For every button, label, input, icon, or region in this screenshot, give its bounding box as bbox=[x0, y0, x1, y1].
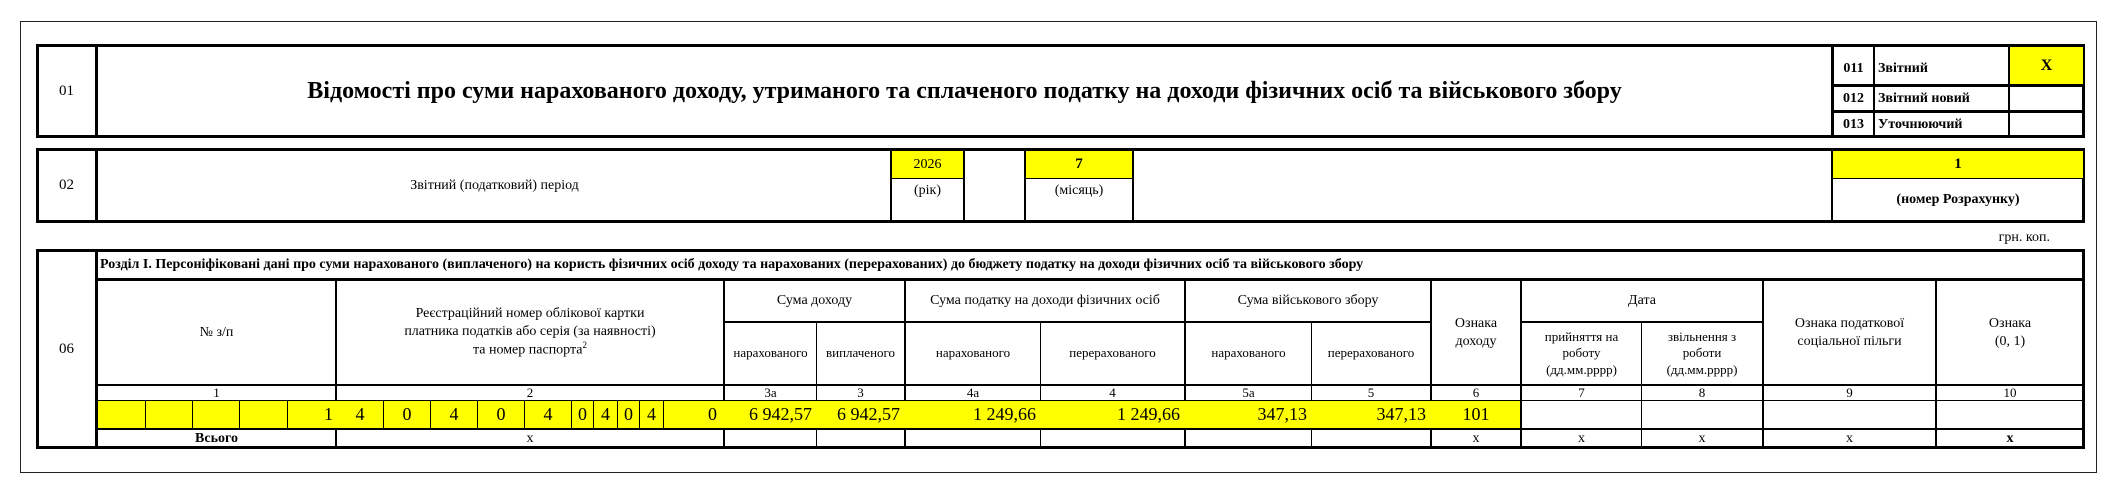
col-num-3a: 3а bbox=[764, 384, 777, 400]
report-type-code-012: 012 bbox=[1843, 90, 1864, 106]
report-type-mark-011[interactable]: X bbox=[2040, 56, 2053, 74]
col-num-5a: 5а bbox=[1242, 384, 1255, 400]
pdfo-transferred-value[interactable]: 1 249,66 bbox=[1117, 404, 1180, 425]
col-num-2: 2 bbox=[526, 384, 534, 400]
military-transferred-value[interactable]: 347,13 bbox=[1376, 404, 1426, 425]
hire-date-value[interactable] bbox=[1522, 401, 1641, 428]
col-num-6: 6 bbox=[1472, 384, 1480, 400]
total-hire-x: x bbox=[1578, 430, 1585, 446]
col-num-3: 3 bbox=[857, 384, 864, 400]
col-header-flag bbox=[1937, 281, 2083, 384]
period-year[interactable]: 2026 bbox=[913, 156, 942, 172]
col-header-income-paid: виплаченого bbox=[825, 345, 896, 361]
col-num-7: 7 bbox=[1578, 384, 1585, 400]
col-num-9: 9 bbox=[1846, 384, 1853, 400]
reg-digit: 4 bbox=[337, 401, 384, 428]
reg-digit: 4 bbox=[525, 401, 572, 428]
report-type-label-011: Звітний bbox=[1878, 61, 1928, 77]
total-reg-x: x bbox=[526, 430, 534, 446]
col-header-military: Сума військового збору bbox=[1237, 293, 1379, 309]
reg-digit: 4 bbox=[594, 401, 618, 428]
reg-digit: 0 bbox=[478, 401, 525, 428]
col-header-reg bbox=[337, 281, 723, 384]
reg-digit: 0 bbox=[708, 404, 717, 424]
income-accrued-value[interactable]: 6 942,57 bbox=[749, 404, 812, 425]
reg-header-line2: платника податків або серія (за наявності) bbox=[404, 323, 656, 339]
col-num-10: 10 bbox=[2003, 384, 2017, 400]
report-type-label-013: Уточнюючий bbox=[1878, 116, 1963, 132]
col-header-pdfo-accrued: нарахованого bbox=[935, 345, 1011, 361]
form-title: Відомості про суми нарахованого доходу, утриманого та сплаченого податку на доходи фізичних осіб та військового збору bbox=[307, 78, 1622, 104]
report-type-label-012: Звітний новий bbox=[1878, 90, 1970, 106]
report-type-code-013: 013 bbox=[1843, 116, 1864, 132]
col-header-fire: звільнення з роботи (дд.мм.рррр) bbox=[1666, 329, 1738, 377]
report-type-mark-012[interactable] bbox=[2010, 87, 2083, 110]
col-header-income: Сума доходу bbox=[776, 293, 853, 309]
col-num-4: 4 bbox=[1109, 384, 1116, 400]
total-benefit-x: x bbox=[1846, 430, 1853, 446]
col-header-date: Дата bbox=[1628, 293, 1656, 309]
reg-digit: 0 bbox=[384, 401, 431, 428]
flag-header: Ознака bbox=[1988, 316, 2032, 331]
reg-number[interactable] bbox=[337, 401, 723, 428]
reg-header-line3: та номер паспорта bbox=[472, 343, 583, 359]
row-code-02: 02 bbox=[59, 177, 74, 194]
col-header-income-accrued: нарахованого bbox=[733, 345, 808, 361]
col-num-4a: 4а bbox=[966, 384, 980, 400]
section-title: Розділ І. Персоніфіковані дані про суми нарахованого (виплаченого) на користь фізичних осіб доходу та нарахованих (перерахованих) до бюджету податку на доходи фізичних осіб та військового збору bbox=[100, 256, 1364, 272]
col-num-8: 8 bbox=[1698, 384, 1706, 400]
income-sign-value[interactable]: 101 bbox=[1462, 404, 1490, 425]
period-label: Звітний (податковий) період bbox=[410, 177, 579, 193]
reg-header-line3-wrap bbox=[473, 340, 587, 359]
flag-values: (0, 1) bbox=[1994, 333, 2026, 349]
pdfo-accrued-value[interactable]: 1 249,66 bbox=[973, 404, 1036, 425]
reg-header-sup: 2 bbox=[582, 340, 588, 351]
reg-digit: 0 bbox=[618, 401, 640, 428]
report-type-code-011: 011 bbox=[1843, 61, 1864, 77]
row-code-01: 01 bbox=[59, 82, 74, 99]
col-num-5: 5 bbox=[1367, 384, 1375, 400]
period-month[interactable]: 7 bbox=[1075, 156, 1083, 173]
reg-header-line1: Реєстраційний номер облікової картки bbox=[415, 306, 645, 322]
military-accrued-value[interactable]: 347,13 bbox=[1257, 404, 1307, 425]
col-header-military-accrued: нарахованого bbox=[1211, 345, 1286, 361]
total-fire-x: x bbox=[1698, 430, 1706, 446]
col-header-income-sign: Ознака доходу bbox=[1454, 316, 1498, 349]
flag-value[interactable] bbox=[1937, 401, 2083, 428]
col-header-hire: прийняття на роботу (дд.мм.рррр) bbox=[1544, 329, 1619, 377]
row-code-06: 06 bbox=[59, 340, 74, 357]
row-number[interactable]: 1 bbox=[324, 404, 333, 425]
reg-digit: 0 bbox=[572, 401, 594, 428]
benefit-value[interactable] bbox=[1764, 401, 1935, 428]
fire-date-value[interactable] bbox=[1642, 401, 1762, 428]
col-num-1: 1 bbox=[213, 384, 220, 400]
col-header-pdfo-transferred: перерахованого bbox=[1069, 345, 1156, 361]
calc-number-caption: (номер Розрахунку) bbox=[1896, 192, 2020, 208]
month-caption: (місяць) bbox=[1054, 183, 1104, 199]
reg-digit: 4 bbox=[431, 401, 478, 428]
total-flag-x: x bbox=[2006, 430, 2014, 446]
col-header-benefit: Ознака податкової соціальної пільги bbox=[1794, 316, 1905, 349]
currency-note: грн. коп. bbox=[1998, 230, 2050, 246]
reg-digit: 4 bbox=[640, 401, 664, 428]
total-label: Всього bbox=[195, 430, 238, 446]
report-type-mark-013[interactable] bbox=[2010, 113, 2083, 136]
income-paid-value[interactable]: 6 942,57 bbox=[837, 404, 900, 425]
year-caption: (рік) bbox=[913, 183, 941, 199]
col-header-num: № з/п bbox=[199, 324, 234, 340]
col-header-pdfo: Сума податку на доходи фізичних осіб bbox=[930, 293, 1160, 309]
col-header-military-transferred: перерахованого bbox=[1327, 345, 1415, 361]
total-income-sign-x: x bbox=[1472, 430, 1480, 446]
calc-number[interactable]: 1 bbox=[1954, 156, 1962, 173]
